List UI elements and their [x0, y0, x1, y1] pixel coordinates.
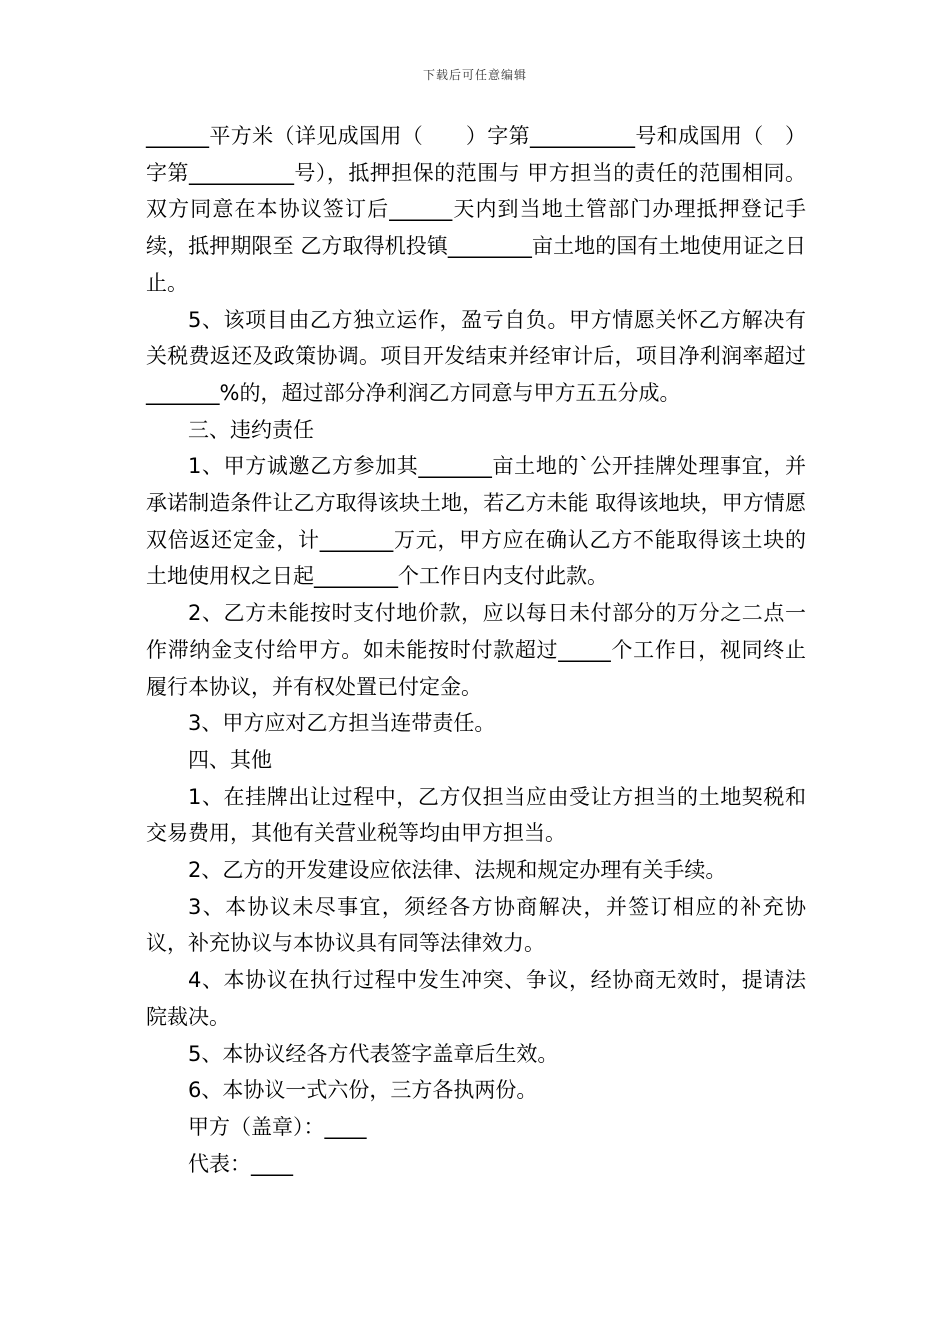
paragraph-other-3: 3、本协议未尽事宜，须经各方协商解决，并签订相应的补充协议，补充协议与本协议具有同等法律效力。: [146, 894, 806, 956]
paragraph-other-6: 6、本协议一式六份，三方各执两份。: [188, 1078, 538, 1103]
signature-representative: 代表：____: [188, 1151, 293, 1176]
document-body: [146, 118, 806, 1182]
paragraph-other-2: 2、乙方的开发建设应依法律、法规和规定办理有关手续。: [188, 858, 727, 883]
section-heading-liability: 三、违约责任: [188, 417, 314, 442]
paragraph-liability-2: 2、乙方未能按时支付地价款，应以每日未付部分的万分之二点一作滞纳金支付给甲方。如未能按时付款超过_____个工作日，视同终止履行本协议，并有权处置已付定金。: [146, 601, 806, 699]
paragraph-project-profit: 5、该项目由乙方独立运作，盈亏自负。甲方情愿关怀乙方解决有关税费返还及政策协调。项目开发结束并经审计后，项目净利润率超过_______%的，超过部分净利润乙方同意与甲方五五分成。: [146, 307, 806, 405]
signature-party-a-seal: 甲方（盖章）：____: [188, 1114, 367, 1139]
paragraph-liability-1: 1、甲方诚邀乙方参加其_______亩土地的`公开挂牌处理事宜，并承诺制造条件让乙方取得该块土地，若乙方未能 取得该地块，甲方情愿双倍返还定金，计_______万元，甲方应在确认乙方不能取得该土块的土地使用权之日起________个工作日内支付此款。: [146, 454, 806, 589]
page-header: 下载后可任意编辑: [422, 68, 527, 82]
paragraph-other-4: 4、本协议在执行过程中发生冲突、争议，经协商无效时，提请法院裁决。: [146, 968, 806, 1029]
paragraph-mortgage-terms: ______平方米（详见成国用（ ）字第__________号和成国用（ ）字第__________号），抵押担保的范围与 甲方担当的责任的范围相同。双方同意在本协议签订后______天内到当地土管部门办理抵押登记手续，抵押期限至 乙方取得机投镇________亩土地的国有土地使用证之日止。: [146, 124, 806, 295]
paragraph-other-1: 1、在挂牌出让过程中，乙方仅担当应由受让方担当的土地契税和交易费用，其他有关营业税等均由甲方担当。: [146, 784, 806, 846]
section-heading-other: 四、其他: [188, 747, 272, 772]
paragraph-other-5: 5、本协议经各方代表签字盖章后生效。: [188, 1041, 559, 1066]
paragraph-liability-3: 3、甲方应对乙方担当连带责任。: [188, 711, 496, 736]
